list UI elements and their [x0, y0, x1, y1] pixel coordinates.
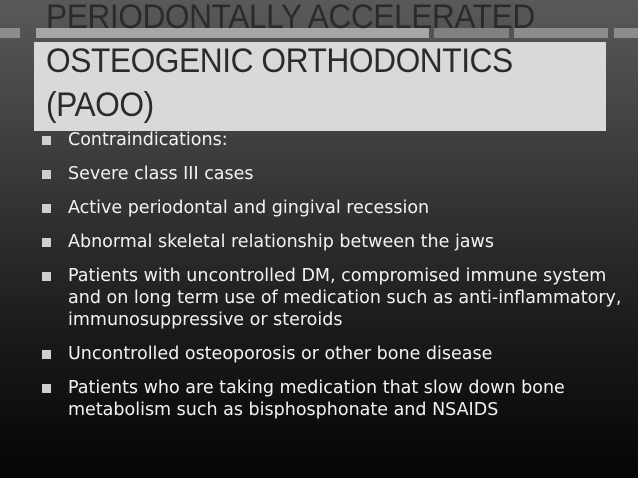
bullet-square-icon: [42, 238, 51, 247]
decor-bar-right-3: [614, 28, 638, 38]
bullet-item: [40, 163, 630, 185]
slide-title: [46, 0, 580, 127]
bullet-text: Patients with uncontrolled DM, compromised immune system and on long term use of medication such as anti-inflammatory, immunosuppressive or steroids: [68, 266, 622, 330]
bullet-square-icon: [42, 204, 51, 213]
bullet-text: Severe class III cases: [68, 164, 254, 184]
bullet-text: Contraindications:: [68, 130, 228, 150]
bullet-item: [40, 197, 630, 219]
bullet-square-icon: [42, 272, 51, 281]
bullet-item: [40, 129, 630, 151]
title-line: PERIODONTALLY ACCELERATED: [46, 0, 535, 36]
bullet-item: [40, 265, 630, 331]
bullet-text: Uncontrolled osteoporosis or other bone disease: [68, 344, 493, 364]
bullet-text: Patients who are taking medication that slow down bone metabolism such as bisphosphonate and NSAIDS: [68, 378, 565, 420]
bullet-square-icon: [42, 136, 51, 145]
bullet-square-icon: [42, 384, 51, 393]
decor-bar-left: [0, 28, 20, 38]
bullet-list: [40, 129, 630, 433]
bullet-item: [40, 377, 630, 421]
bullet-square-icon: [42, 350, 51, 359]
title-line: OSTEOGENIC ORTHODONTICS: [46, 42, 513, 80]
bullet-text: Active periodontal and gingival recession: [68, 198, 430, 218]
bullet-text: Abnormal skeletal relationship between the jaws: [68, 232, 494, 252]
bullet-item: [40, 231, 630, 253]
bullet-item: [40, 343, 630, 365]
title-line: (PAOO): [46, 86, 154, 124]
bullet-square-icon: [42, 170, 51, 179]
